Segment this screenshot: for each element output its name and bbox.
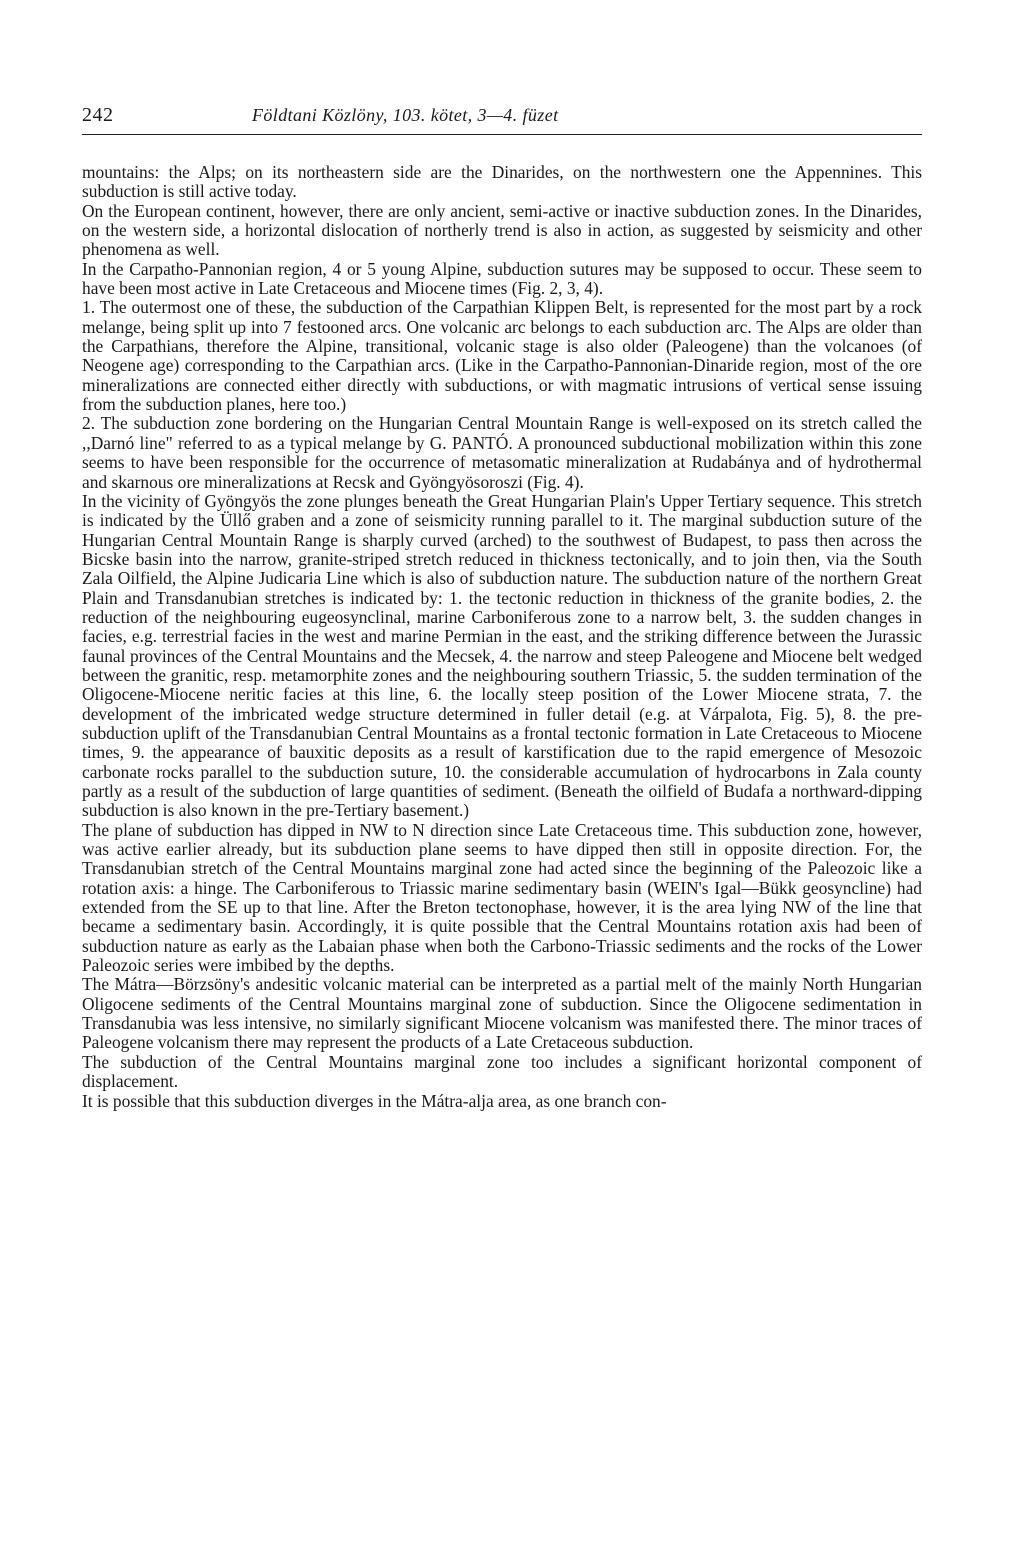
paragraph: It is possible that this subduction diverges in the Mátra-alja area, as one branch con- bbox=[82, 1090, 667, 1111]
paragraph: 2. The subduction zone bordering on the Hungarian Central Mountain Range is well-exposed on its stretch called the ,,Darnó line" referred to as a typical melange by G. PANTÓ. A pronounced subductional mobilization within this zone seems to have been responsible for the occurrence of metasomatic mineralization at Rudabánya and of hydrothermal and skarnous ore mineralizations at Recsk and Gyöngyösoroszi (Fig. 4). bbox=[82, 413, 922, 492]
running-title: Földtani Közlöny, 103. kötet, 3—4. füzet bbox=[252, 105, 559, 125]
paragraph: The subduction of the Central Mountains marginal zone too includes a significant horizontal component of displacement. bbox=[82, 1051, 922, 1092]
paragraph: In the Carpatho-Pannonian region, 4 or 5 young Alpine, subduction sutures may be supposed to occur. These seem to have been most active in Late Cretaceous and Miocene times (Fig. 2, 3, 4). bbox=[82, 258, 922, 299]
paragraph: mountains: the Alps; on its northeastern side are the Dinarides, on the northwestern one the Appennines. This subduction is still active today. bbox=[82, 162, 922, 202]
body-text bbox=[82, 163, 922, 1111]
page-number: 242 bbox=[82, 104, 114, 126]
page-header bbox=[82, 104, 922, 135]
paragraph: On the European continent, however, there are only ancient, semi-active or inactive subduction zones. In the Dinarides, on the western side, a horizontal dislocation of northerly trend is also in action, as suggested by seismicity and other phenomena as well. bbox=[82, 200, 922, 260]
paragraph: In the vicinity of Gyöngyös the zone plunges beneath the Great Hungarian Plain's Upper Tertiary sequence. This stretch is indicated by the Üllő graben and a zone of seismicity running parallel to it. The marginal subduction suture of the Hungarian Central Mountain Range is sharply curved (arched) to the southwest of Budapest, to pass then across the Bicske basin into the narrow, granite-striped stretch reduced in thickness tectonically, and to join then, via the South Zala Oilfield, the Alpine Judicaria Line which is also of subduction nature. The subduction nature of the northern Great Plain and Transdanubian stretches is indicated by: 1. the tectonic reduction in thickness of the granite bodies, 2. the reduction of the neighbouring eugeosynclinal, marine Carboniferous zone to a narrow belt, 3. the sudden changes in facies, e.g. terrestrial facies in the west and marine Permian in the east, and the striking difference between the Jurassic faunal provinces of the Central Mountains and the Mecsek, 4. the narrow and steep Paleogene and Miocene belt wedged between the granitic, resp. metamorphite zones and the neighbouring southern Triassic, 5. the sudden termination of the Oligocene-Miocene neritic facies at this line, 6. the locally steep position of the Lower Miocene strata, 7. the development of the imbricated wedge structure determined in fuller detail (e.g. at Várpalota, Fig. 5), 8. the pre-subduction uplift of the Transdanubian Central Mountains as a frontal tectonic formation in Late Cretaceous to Miocene times, 9. the appearance of bauxitic deposits as a result of karstification due to the rapid emergence of Mesozoic carbonate rocks parallel to the subduction suture, 10. the considerable accumulation of hydrocarbons in Zala county partly as a result of the subduction of large quantities of sediment. (Beneath the oilfield of Budafa a northward-dipping subduction is also known in the pre-Tertiary basement.) bbox=[82, 490, 922, 821]
paragraph: 1. The outermost one of these, the subduction of the Carpathian Klippen Belt, is represented for the most part by a rock melange, being split up into 7 festooned arcs. One volcanic arc belongs to each subduction arc. The Alps are older than the Carpathians, therefore the Alpine, transitional, volcanic stage is also older (Paleogene) than the volcanoes (of Neogene age) corresponding to the Carpathian arcs. (Like in the Carpatho-Pannonian-Dinaride region, most of the ore mineralizations are connected either directly with subductions, or with magmatic intrusions of vertical sense issuing from the subduction planes, here too.) bbox=[82, 297, 922, 415]
paragraph: The plane of subduction has dipped in NW to N direction since Late Cretaceous time. This subduction zone, however, was active earlier already, but its subduction plane seems to have dipped then still in opposite direction. For, the Transdanubian stretch of the Central Mountains marginal zone had acted since the beginning of the Paleozoic like a rotation axis: a hinge. The Carboniferous to Triassic marine sedimentary basin (WEIN's Igal—Bükk geosyncline) had extended from the SE up to that line. After the Breton tectonophase, however, it is the area lying NW of the line that became a sedimentary basin. Accordingly, it is quite possible that the Central Mountains rotation axis had been of subduction nature as early as the Labaian phase when both the Carbono-Triassic sediments and the rocks of the Lower Paleozoic series were imbibed by the depths. bbox=[82, 819, 922, 976]
paragraph: The Mátra—Börzsöny's andesitic volcanic material can be interpreted as a partial melt of the mainly North Hungarian Oligocene sediments of the Central Mountains marginal zone of subduction. Since the Oligocene sedimentation in Transdanubia was less intensive, no similarly significant Miocene volcanism was manifested there. The minor traces of Paleogene volcanism there may represent the products of a Late Cretaceous subduction. bbox=[82, 974, 922, 1053]
